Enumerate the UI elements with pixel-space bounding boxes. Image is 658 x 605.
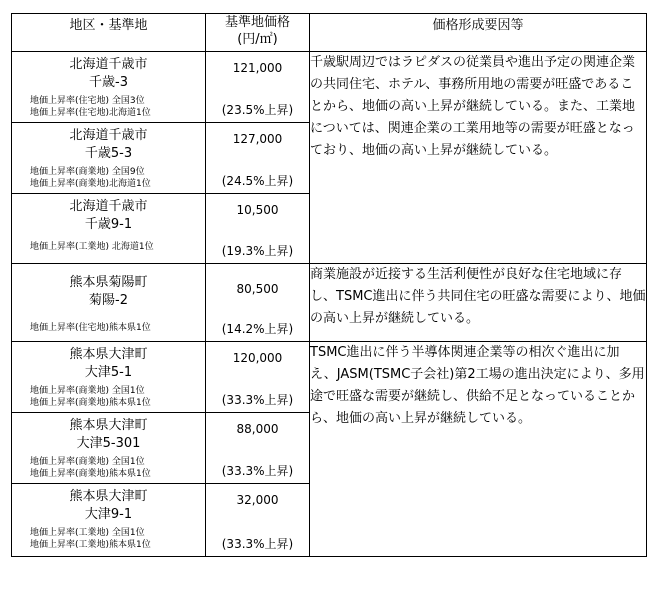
location-city: 北海道千歳市 <box>69 199 148 214</box>
price-change: (19.3%上昇) <box>221 244 294 258</box>
ranking-note: 地価上昇率(商業地) 全国9位 <box>30 167 145 177</box>
ranking-note: 地価上昇率(住宅地)熊本県1位 <box>30 323 151 333</box>
price-value: 32,000 <box>236 493 279 507</box>
factor-chitose: 千歳駅周辺ではラピダスの従業員や進出予定の関連企業の共同住宅、ホテル、事務所用地の需要が旺盛であることから、地価の高い上昇が継続している。また、工業地については、関連企業の工業用地等の需要が旺盛となっており、地価の高い上昇が継続している。 <box>310 52 647 264</box>
ranking-note: 地価上昇率(商業地) 全国1位 <box>30 457 145 467</box>
location-site: 大津5-301 <box>76 436 141 451</box>
ranking-note: 地価上昇率(商業地)北海道1位 <box>30 179 151 189</box>
land-price-table <box>11 13 647 557</box>
ranking-note: 地価上昇率(工業地) 北海道1位 <box>30 242 154 252</box>
price-value: 121,000 <box>232 61 283 75</box>
ranking-note: 地価上昇率(工業地)熊本県1位 <box>30 540 151 550</box>
price-value: 80,500 <box>236 282 279 296</box>
price-change: (23.5%上昇) <box>221 103 294 117</box>
location-cell <box>12 194 206 264</box>
table-row <box>12 342 647 413</box>
header-price-line2: (円/㎡) <box>237 32 278 47</box>
price-cell <box>206 123 310 194</box>
ranking-note: 地価上昇率(商業地)熊本県1位 <box>30 469 151 479</box>
ranking-note: 地価上昇率(商業地)熊本県1位 <box>30 398 151 408</box>
price-cell <box>206 484 310 557</box>
location-city: 熊本県菊陽町 <box>69 275 148 290</box>
price-cell <box>206 194 310 264</box>
header-price <box>206 14 310 52</box>
location-site: 千歳9-1 <box>84 217 133 232</box>
price-change: (24.5%上昇) <box>221 174 294 188</box>
price-value: 127,000 <box>232 132 283 146</box>
price-change: (33.3%上昇) <box>221 537 294 551</box>
location-city: 北海道千歳市 <box>69 57 148 72</box>
table-row <box>12 52 647 123</box>
price-cell <box>206 413 310 484</box>
ranking-note: 地価上昇率(住宅地) 全国3位 <box>30 96 145 106</box>
price-value: 120,000 <box>232 351 283 365</box>
location-site: 千歳5-3 <box>84 146 133 161</box>
table-row <box>12 264 647 342</box>
location-site: 菊陽-2 <box>89 293 128 308</box>
location-site: 千歳-3 <box>89 75 128 90</box>
ranking-note: 地価上昇率(工業地) 全国1位 <box>30 528 145 538</box>
location-city: 熊本県大津町 <box>69 489 148 504</box>
location-cell <box>12 264 206 342</box>
header-factors: 価格形成要因等 <box>310 14 647 52</box>
location-site: 大津5-1 <box>84 365 133 380</box>
header-price-line1: 基準地価格 <box>224 15 290 30</box>
location-city: 熊本県大津町 <box>69 418 148 433</box>
price-change: (14.2%上昇) <box>221 322 294 336</box>
header-row <box>12 14 647 52</box>
factor-kikuyo: 商業施設が近接する生活利便性が良好な住宅地域に存し、TSMC進出に伴う共同住宅の旺盛な需要により、地価の高い上昇が継続している。 <box>310 264 647 342</box>
location-city: 北海道千歳市 <box>69 128 148 143</box>
ranking-note: 地価上昇率(住宅地)北海道1位 <box>30 108 151 118</box>
price-change: (33.3%上昇) <box>221 464 294 478</box>
price-cell <box>206 52 310 123</box>
price-change: (33.3%上昇) <box>221 393 294 407</box>
price-value: 88,000 <box>236 422 279 436</box>
factor-ozu: TSMC進出に伴う半導体関連企業等の相次ぐ進出に加え、JASM(TSMC子会社)第2工場の進出決定により、多用途で旺盛な需要が継続し、供給不足となっていることから、地価の高い上昇が継続している。 <box>310 342 647 557</box>
location-cell <box>12 123 206 194</box>
location-cell <box>12 52 206 123</box>
header-area: 地区・基準地 <box>12 14 206 52</box>
price-cell <box>206 342 310 413</box>
location-cell <box>12 484 206 557</box>
price-value: 10,500 <box>236 203 279 217</box>
location-site: 大津9-1 <box>84 507 133 522</box>
location-city: 熊本県大津町 <box>69 347 148 362</box>
price-cell <box>206 264 310 342</box>
ranking-note: 地価上昇率(商業地) 全国1位 <box>30 386 145 396</box>
location-cell <box>12 413 206 484</box>
location-cell <box>12 342 206 413</box>
